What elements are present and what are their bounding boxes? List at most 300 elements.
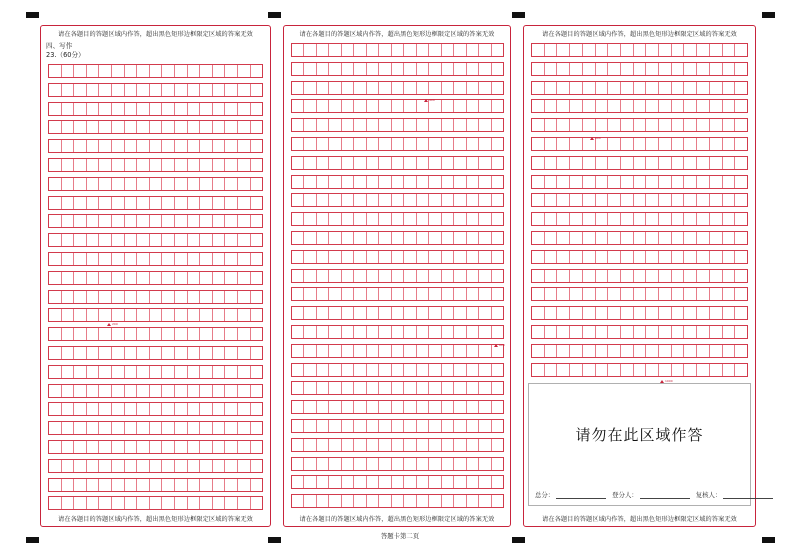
grid-cell[interactable]: [417, 458, 429, 470]
grid-cell[interactable]: [634, 270, 647, 282]
grid-cell[interactable]: [442, 345, 454, 357]
grid-cell[interactable]: [417, 82, 429, 94]
grid-cell[interactable]: [342, 157, 354, 169]
grid-cell[interactable]: [367, 194, 379, 206]
grid-cell[interactable]: [49, 497, 62, 509]
grid-cell[interactable]: [150, 347, 163, 359]
grid-cell[interactable]: [367, 326, 379, 338]
grid-cell[interactable]: [646, 138, 659, 150]
grid-cell[interactable]: [710, 100, 723, 112]
grid-cell[interactable]: [454, 63, 466, 75]
grid-cell[interactable]: [188, 272, 201, 284]
grid-cell[interactable]: [608, 63, 621, 75]
grid-cell[interactable]: [112, 309, 125, 321]
grid-cell[interactable]: [354, 401, 366, 413]
grid-cell[interactable]: [125, 121, 138, 133]
grid-cell[interactable]: [188, 121, 201, 133]
grid-cell[interactable]: [646, 194, 659, 206]
grid-cell[interactable]: [112, 159, 125, 171]
grid-row[interactable]: [48, 290, 263, 304]
grid-cell[interactable]: [329, 63, 341, 75]
grid-cell[interactable]: [404, 326, 416, 338]
grid-cell[interactable]: [317, 270, 329, 282]
grid-cell[interactable]: [62, 460, 75, 472]
grid-cell[interactable]: [634, 176, 647, 188]
grid-cell[interactable]: [225, 253, 238, 265]
grid-cell[interactable]: [188, 291, 201, 303]
grid-cell[interactable]: [392, 458, 404, 470]
grid-cell[interactable]: [225, 272, 238, 284]
grid-cell[interactable]: [646, 119, 659, 131]
grid-cell[interactable]: [723, 307, 736, 319]
grid-cell[interactable]: [379, 345, 391, 357]
grid-cell[interactable]: [87, 84, 100, 96]
grid-cell[interactable]: [735, 119, 747, 131]
grid-cell[interactable]: [442, 420, 454, 432]
grid-cell[interactable]: [225, 159, 238, 171]
grid-cell[interactable]: [697, 232, 710, 244]
grid-cell[interactable]: [49, 291, 62, 303]
grid-cell[interactable]: [697, 364, 710, 376]
grid-cell[interactable]: [545, 138, 558, 150]
grid-cell[interactable]: [570, 307, 583, 319]
grid-cell[interactable]: [87, 103, 100, 115]
grid-cell[interactable]: [99, 178, 112, 190]
grid-cell[interactable]: [162, 159, 175, 171]
grid-cell[interactable]: [442, 213, 454, 225]
grid-cell[interactable]: [608, 232, 621, 244]
grid-cell[interactable]: [710, 270, 723, 282]
grid-cell[interactable]: [175, 159, 188, 171]
grid-cell[interactable]: [150, 403, 163, 415]
grid-cell[interactable]: [454, 44, 466, 56]
grid-cell[interactable]: [479, 100, 491, 112]
grid-cell[interactable]: [225, 366, 238, 378]
grid-cell[interactable]: [672, 63, 685, 75]
grid-cell[interactable]: [697, 119, 710, 131]
grid-cell[interactable]: [379, 364, 391, 376]
grid-cell[interactable]: [454, 232, 466, 244]
grid-cell[interactable]: [200, 84, 213, 96]
grid-cell[interactable]: [304, 44, 316, 56]
grid-cell[interactable]: [317, 251, 329, 263]
grid-cell[interactable]: [354, 100, 366, 112]
grid-cell[interactable]: [429, 63, 441, 75]
grid-cell[interactable]: [251, 215, 263, 227]
grid-cell[interactable]: [492, 213, 503, 225]
grid-cell[interactable]: [532, 364, 545, 376]
grid-cell[interactable]: [150, 197, 163, 209]
grid-cell[interactable]: [251, 272, 263, 284]
grid-cell[interactable]: [429, 495, 441, 507]
grid-cell[interactable]: [367, 213, 379, 225]
grid-cell[interactable]: [150, 385, 163, 397]
grid-cell[interactable]: [621, 364, 634, 376]
grid-cell[interactable]: [87, 197, 100, 209]
grid-cell[interactable]: [492, 138, 503, 150]
grid-cell[interactable]: [684, 138, 697, 150]
grid-cell[interactable]: [672, 364, 685, 376]
grid-row[interactable]: [291, 325, 504, 339]
grid-cell[interactable]: [329, 382, 341, 394]
grid-cell[interactable]: [49, 159, 62, 171]
grid-cell[interactable]: [404, 176, 416, 188]
grid-cell[interactable]: [479, 495, 491, 507]
grid-cell[interactable]: [723, 44, 736, 56]
grid-row[interactable]: [531, 363, 748, 377]
grid-cell[interactable]: [710, 288, 723, 300]
grid-cell[interactable]: [251, 178, 263, 190]
grid-row[interactable]: [531, 156, 748, 170]
grid-cell[interactable]: [429, 307, 441, 319]
grid-cell[interactable]: [697, 213, 710, 225]
grid-cell[interactable]: [557, 307, 570, 319]
grid-cell[interactable]: [162, 121, 175, 133]
grid-cell[interactable]: [634, 82, 647, 94]
grid-cell[interactable]: [659, 157, 672, 169]
grid-cell[interactable]: [684, 364, 697, 376]
grid-cell[interactable]: [99, 328, 112, 340]
grid-cell[interactable]: [329, 476, 341, 488]
grid-cell[interactable]: [710, 251, 723, 263]
grid-row[interactable]: [48, 459, 263, 473]
grid-cell[interactable]: [479, 326, 491, 338]
grid-cell[interactable]: [62, 328, 75, 340]
grid-cell[interactable]: [137, 84, 150, 96]
grid-cell[interactable]: [238, 347, 251, 359]
grid-cell[interactable]: [479, 213, 491, 225]
grid-cell[interactable]: [99, 403, 112, 415]
grid-cell[interactable]: [454, 213, 466, 225]
grid-cell[interactable]: [429, 44, 441, 56]
grid-row[interactable]: [291, 193, 504, 207]
grid-cell[interactable]: [532, 345, 545, 357]
grid-cell[interactable]: [583, 63, 596, 75]
grid-cell[interactable]: [62, 403, 75, 415]
grid-cell[interactable]: [200, 366, 213, 378]
grid-cell[interactable]: [137, 385, 150, 397]
grid-cell[interactable]: [557, 44, 570, 56]
grid-cell[interactable]: [634, 138, 647, 150]
grid-cell[interactable]: [329, 119, 341, 131]
grid-cell[interactable]: [188, 234, 201, 246]
grid-cell[interactable]: [292, 458, 304, 470]
grid-cell[interactable]: [49, 441, 62, 453]
grid-cell[interactable]: [684, 82, 697, 94]
grid-cell[interactable]: [392, 194, 404, 206]
grid-cell[interactable]: [304, 420, 316, 432]
grid-cell[interactable]: [162, 103, 175, 115]
grid-cell[interactable]: [188, 65, 201, 77]
grid-cell[interactable]: [99, 215, 112, 227]
grid-cell[interactable]: [137, 234, 150, 246]
grid-cell[interactable]: [684, 100, 697, 112]
grid-cell[interactable]: [213, 159, 226, 171]
grid-cell[interactable]: [87, 121, 100, 133]
grid-cell[interactable]: [238, 234, 251, 246]
grid-cell[interactable]: [492, 420, 503, 432]
grid-cell[interactable]: [545, 176, 558, 188]
grid-cell[interactable]: [583, 100, 596, 112]
grid-cell[interactable]: [417, 382, 429, 394]
grid-cell[interactable]: [608, 288, 621, 300]
grid-cell[interactable]: [646, 288, 659, 300]
grid-cell[interactable]: [137, 103, 150, 115]
grid-cell[interactable]: [454, 270, 466, 282]
grid-cell[interactable]: [74, 215, 87, 227]
grid-cell[interactable]: [429, 364, 441, 376]
grid-cell[interactable]: [479, 458, 491, 470]
grid-cell[interactable]: [492, 251, 503, 263]
grid-cell[interactable]: [74, 178, 87, 190]
grid-cell[interactable]: [429, 401, 441, 413]
grid-cell[interactable]: [49, 403, 62, 415]
grid-cell[interactable]: [392, 138, 404, 150]
grid-cell[interactable]: [137, 197, 150, 209]
grid-cell[interactable]: [379, 44, 391, 56]
grid-cell[interactable]: [672, 232, 685, 244]
grid-cell[interactable]: [150, 479, 163, 491]
grid-row[interactable]: [48, 384, 263, 398]
grid-cell[interactable]: [723, 364, 736, 376]
grid-cell[interactable]: [367, 44, 379, 56]
grid-cell[interactable]: [137, 479, 150, 491]
grid-cell[interactable]: [710, 157, 723, 169]
grid-cell[interactable]: [379, 307, 391, 319]
grid-cell[interactable]: [87, 366, 100, 378]
grid-cell[interactable]: [238, 385, 251, 397]
grid-cell[interactable]: [342, 251, 354, 263]
grid-cell[interactable]: [317, 194, 329, 206]
grid-cell[interactable]: [251, 460, 263, 472]
grid-cell[interactable]: [570, 157, 583, 169]
grid-cell[interactable]: [87, 159, 100, 171]
grid-cell[interactable]: [723, 194, 736, 206]
grid-row[interactable]: [291, 175, 504, 189]
grid-row[interactable]: [531, 231, 748, 245]
grid-cell[interactable]: [608, 345, 621, 357]
grid-cell[interactable]: [367, 458, 379, 470]
grid-row[interactable]: [291, 137, 504, 151]
grid-cell[interactable]: [200, 159, 213, 171]
grid-cell[interactable]: [213, 422, 226, 434]
grid-cell[interactable]: [596, 213, 609, 225]
grid-cell[interactable]: [454, 420, 466, 432]
grid-cell[interactable]: [646, 307, 659, 319]
grid-cell[interactable]: [492, 270, 503, 282]
grid-cell[interactable]: [112, 65, 125, 77]
grid-cell[interactable]: [454, 382, 466, 394]
grid-cell[interactable]: [175, 253, 188, 265]
grid-cell[interactable]: [392, 439, 404, 451]
grid-cell[interactable]: [342, 382, 354, 394]
grid-cell[interactable]: [200, 291, 213, 303]
grid-cell[interactable]: [87, 460, 100, 472]
grid-cell[interactable]: [99, 140, 112, 152]
grid-cell[interactable]: [188, 403, 201, 415]
grid-cell[interactable]: [479, 401, 491, 413]
grid-cell[interactable]: [545, 63, 558, 75]
grid-cell[interactable]: [479, 82, 491, 94]
grid-cell[interactable]: [454, 138, 466, 150]
grid-cell[interactable]: [49, 65, 62, 77]
grid-cell[interactable]: [74, 197, 87, 209]
grid-cell[interactable]: [112, 347, 125, 359]
grid-cell[interactable]: [188, 366, 201, 378]
grid-cell[interactable]: [137, 497, 150, 509]
grid-cell[interactable]: [392, 288, 404, 300]
grid-cell[interactable]: [467, 307, 479, 319]
grid-cell[interactable]: [200, 140, 213, 152]
grid-cell[interactable]: [379, 194, 391, 206]
grid-cell[interactable]: [392, 401, 404, 413]
grid-cell[interactable]: [479, 270, 491, 282]
grid-cell[interactable]: [150, 159, 163, 171]
grid-cell[interactable]: [150, 140, 163, 152]
grid-row[interactable]: [531, 137, 748, 151]
grid-cell[interactable]: [150, 103, 163, 115]
grid-row[interactable]: [48, 271, 263, 285]
grid-cell[interactable]: [392, 213, 404, 225]
grid-cell[interactable]: [735, 251, 747, 263]
grid-cell[interactable]: [392, 326, 404, 338]
grid-cell[interactable]: [329, 420, 341, 432]
grid-cell[interactable]: [225, 479, 238, 491]
grid-cell[interactable]: [99, 366, 112, 378]
grid-cell[interactable]: [62, 159, 75, 171]
grid-cell[interactable]: [175, 121, 188, 133]
grid-cell[interactable]: [379, 439, 391, 451]
grid-cell[interactable]: [479, 288, 491, 300]
grid-cell[interactable]: [354, 63, 366, 75]
grid-cell[interactable]: [125, 328, 138, 340]
grid-cell[interactable]: [354, 420, 366, 432]
grid-cell[interactable]: [659, 213, 672, 225]
grid-row[interactable]: [48, 252, 263, 266]
grid-cell[interactable]: [570, 194, 583, 206]
grid-cell[interactable]: [125, 291, 138, 303]
grid-cell[interactable]: [608, 176, 621, 188]
reviewer-field[interactable]: [696, 490, 774, 499]
grid-cell[interactable]: [251, 309, 263, 321]
grid-cell[interactable]: [87, 234, 100, 246]
grid-cell[interactable]: [62, 178, 75, 190]
grid-cell[interactable]: [200, 121, 213, 133]
grid-cell[interactable]: [404, 213, 416, 225]
grid-cell[interactable]: [697, 251, 710, 263]
grid-cell[interactable]: [442, 194, 454, 206]
grid-cell[interactable]: [723, 232, 736, 244]
grid-cell[interactable]: [608, 326, 621, 338]
grid-cell[interactable]: [684, 326, 697, 338]
grid-cell[interactable]: [379, 458, 391, 470]
grid-cell[interactable]: [404, 270, 416, 282]
grid-cell[interactable]: [404, 476, 416, 488]
grid-cell[interactable]: [213, 253, 226, 265]
grid-row[interactable]: [291, 81, 504, 95]
grid-cell[interactable]: [557, 251, 570, 263]
grid-cell[interactable]: [304, 100, 316, 112]
grid-cell[interactable]: [570, 326, 583, 338]
grid-row[interactable]: [48, 346, 263, 360]
grid-cell[interactable]: [735, 176, 747, 188]
grid-cell[interactable]: [723, 157, 736, 169]
grid-cell[interactable]: [646, 345, 659, 357]
grid-cell[interactable]: [404, 100, 416, 112]
grid-cell[interactable]: [379, 176, 391, 188]
grid-cell[interactable]: [379, 63, 391, 75]
grid-cell[interactable]: [304, 157, 316, 169]
grid-cell[interactable]: [200, 328, 213, 340]
grid-cell[interactable]: [125, 253, 138, 265]
grid-cell[interactable]: [112, 422, 125, 434]
grid-cell[interactable]: [557, 176, 570, 188]
grid-cell[interactable]: [454, 345, 466, 357]
grid-cell[interactable]: [74, 347, 87, 359]
grid-cell[interactable]: [125, 84, 138, 96]
grid-row[interactable]: [291, 475, 504, 489]
grid-cell[interactable]: [251, 497, 263, 509]
grid-cell[interactable]: [175, 497, 188, 509]
grid-cell[interactable]: [467, 420, 479, 432]
grid-cell[interactable]: [545, 194, 558, 206]
grid-cell[interactable]: [213, 403, 226, 415]
grid-cell[interactable]: [646, 251, 659, 263]
grid-cell[interactable]: [213, 121, 226, 133]
grid-cell[interactable]: [354, 364, 366, 376]
grid-cell[interactable]: [175, 422, 188, 434]
grid-cell[interactable]: [87, 272, 100, 284]
grid-cell[interactable]: [532, 232, 545, 244]
grid-cell[interactable]: [532, 119, 545, 131]
grid-cell[interactable]: [112, 403, 125, 415]
grid-cell[interactable]: [392, 100, 404, 112]
grid-cell[interactable]: [545, 213, 558, 225]
grid-cell[interactable]: [404, 232, 416, 244]
grid-cell[interactable]: [379, 232, 391, 244]
grid-cell[interactable]: [429, 194, 441, 206]
grid-cell[interactable]: [467, 82, 479, 94]
grid-cell[interactable]: [442, 82, 454, 94]
grid-cell[interactable]: [442, 439, 454, 451]
grid-cell[interactable]: [697, 176, 710, 188]
grid-cell[interactable]: [417, 138, 429, 150]
grid-cell[interactable]: [162, 460, 175, 472]
grid-cell[interactable]: [596, 345, 609, 357]
grid-row[interactable]: [48, 102, 263, 116]
grid-cell[interactable]: [659, 100, 672, 112]
grid-cell[interactable]: [454, 194, 466, 206]
grid-cell[interactable]: [74, 441, 87, 453]
grid-cell[interactable]: [87, 140, 100, 152]
grid-cell[interactable]: [659, 345, 672, 357]
grid-cell[interactable]: [175, 272, 188, 284]
grid-cell[interactable]: [175, 84, 188, 96]
grid-cell[interactable]: [292, 345, 304, 357]
grid-cell[interactable]: [659, 288, 672, 300]
grid-cell[interactable]: [417, 326, 429, 338]
grid-cell[interactable]: [672, 176, 685, 188]
grid-cell[interactable]: [137, 309, 150, 321]
grid-row[interactable]: [291, 419, 504, 433]
grid-cell[interactable]: [557, 119, 570, 131]
grid-cell[interactable]: [596, 232, 609, 244]
grid-cell[interactable]: [417, 439, 429, 451]
grid-cell[interactable]: [62, 253, 75, 265]
grid-cell[interactable]: [354, 345, 366, 357]
grid-cell[interactable]: [251, 441, 263, 453]
grid-cell[interactable]: [684, 232, 697, 244]
